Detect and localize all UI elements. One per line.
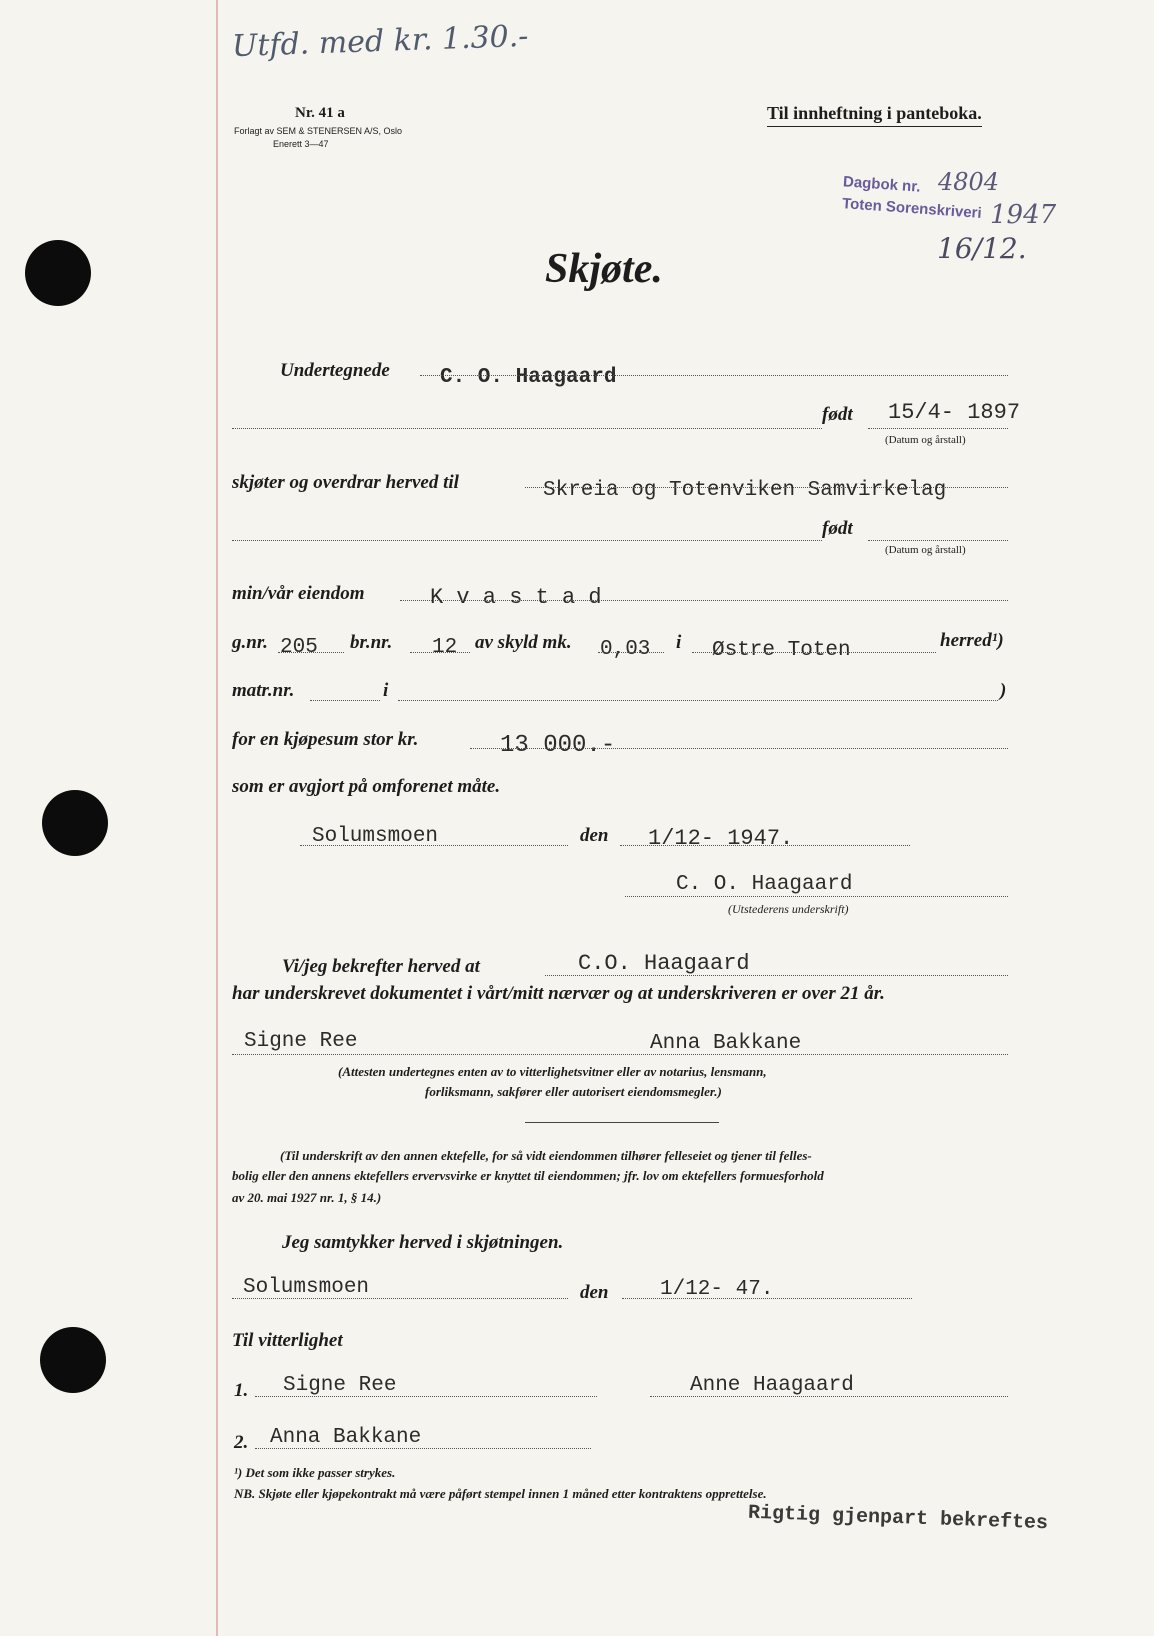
i-label: i — [676, 632, 682, 653]
gnr-label: g.nr. — [232, 632, 268, 653]
herred-value: Østre Toten — [712, 639, 851, 662]
fodt-label: født — [822, 404, 853, 425]
spouse-note: av 20. mai 1927 nr. 1, § 14.) — [232, 1190, 382, 1205]
form-number: Nr. 41 a — [295, 105, 345, 121]
eiendom-value: K v a s t a d — [430, 585, 602, 610]
herred-label: herred¹) — [940, 630, 1004, 651]
spouse-note: bolig eller den annens ektefellers ervervsvirke er knyttet til eiendommen; jfr. lov om ektefellers formuesforhold — [232, 1168, 824, 1183]
place-value: Solumsmoen — [312, 825, 439, 848]
skyld-label: av skyld mk. — [475, 632, 572, 653]
undertegnede-value: C. O. Haagaard — [440, 366, 617, 389]
den-label: den — [580, 825, 609, 846]
binding-note: Til innheftning i panteboka. — [767, 103, 982, 127]
publisher-line: Enerett 3—47 — [273, 139, 329, 149]
datum-hint: (Datum og årstall) — [885, 434, 966, 446]
seller-signature: C. O. Haagaard — [676, 873, 853, 896]
attest-line2: har underskrevet dokumentet i vårt/mitt nærvær og at underskriveren er over 21 år. — [232, 983, 885, 1004]
vitterlighet-label: Til vitterlighet — [232, 1330, 343, 1351]
punch-hole — [25, 240, 91, 306]
spouse-den-label: den — [580, 1282, 609, 1303]
dagbok-stamp-label: Dagbok nr. — [842, 173, 922, 196]
footnote: ¹) Det som ikke passer strykes. — [234, 1465, 396, 1480]
margin-line — [216, 0, 218, 1636]
eiendom-label: min/vår eiendom — [232, 583, 365, 604]
matr-label: matr.nr. — [232, 680, 295, 701]
punch-hole — [42, 790, 108, 856]
fodt-value: 15/4- 1897 — [888, 400, 1021, 425]
divider — [525, 1122, 719, 1123]
footnote-nb: NB. Skjøte eller kjøpekontrakt må være påført stempel innen 1 måned etter kontraktens opprettelse. — [234, 1486, 767, 1501]
gnr-value: 205 — [280, 636, 318, 659]
spouse-note: (Til underskrift av den annen ektefelle, for så vidt eiendommen tilhører felleseiet og tjener til felles- — [280, 1148, 812, 1163]
witness2-signature: Anna Bakkane — [650, 1032, 802, 1055]
utsteder-hint: (Utstederens underskrift) — [728, 902, 849, 916]
matr-close: ) — [1000, 680, 1007, 701]
matr-i: i — [383, 680, 389, 701]
date-value: 1/12- 1947. — [648, 826, 794, 851]
dagbok-year: 1947 — [990, 200, 1057, 230]
kjopesum-value: 13 000.- — [500, 732, 616, 759]
spouse-place-value: Solumsmoen — [243, 1276, 370, 1299]
skyld-value: 0,03 — [600, 638, 651, 661]
annotation-top: Utfd. med kr. 1.30.- — [231, 18, 529, 65]
skjoter-label: skjøter og overdrar herved til — [232, 472, 459, 493]
spouse-witness2: Anna Bakkane — [270, 1426, 422, 1449]
consent-text: Jeg samtykker herved i skjøtningen. — [282, 1232, 564, 1253]
spouse-signature: Anne Haagaard — [690, 1374, 854, 1397]
brnr-label: br.nr. — [350, 632, 393, 653]
punch-hole — [40, 1327, 106, 1393]
page-title: Skjøte. — [545, 246, 663, 292]
kjopesum-label: for en kjøpesum stor kr. — [232, 729, 419, 750]
stamp-date: 16/12. — [937, 232, 1027, 265]
buyer-value: Skreia og Totenviken Samvirkelag — [543, 479, 947, 502]
witness-number: 1. — [234, 1380, 249, 1401]
fodt2-label: født — [822, 518, 853, 539]
attest-line1-value: C.O. Haagaard — [578, 951, 750, 976]
certified-stamp: Rigtig gjenpart bekreftes — [747, 1501, 1049, 1536]
dagbok-number: 4804 — [938, 168, 1000, 196]
brnr-value: 12 — [432, 636, 458, 659]
witness-number: 2. — [234, 1432, 249, 1453]
witness1-signature: Signe Ree — [244, 1030, 358, 1053]
undertegnede-label: Undertegnede — [280, 360, 390, 381]
attest-note: (Attesten undertegnes enten av to vitterlighetsvitner eller av notarius, lensmann, — [338, 1064, 767, 1079]
spouse-witness1: Signe Ree — [283, 1374, 397, 1397]
spouse-date-value: 1/12- 47. — [660, 1278, 774, 1301]
attest-line1-label: Vi/jeg bekrefter herved at — [282, 956, 480, 977]
avgjort-text: som er avgjort på omforenet måte. — [232, 776, 501, 797]
datum-hint: (Datum og årstall) — [885, 544, 966, 556]
attest-note: forliksmann, sakfører eller autorisert eiendomsmegler.) — [425, 1084, 722, 1099]
publisher-line: Forlagt av SEM & STENERSEN A/S, Oslo — [234, 126, 403, 136]
stamp-office: Toten Sorenskriveri — [841, 195, 983, 222]
